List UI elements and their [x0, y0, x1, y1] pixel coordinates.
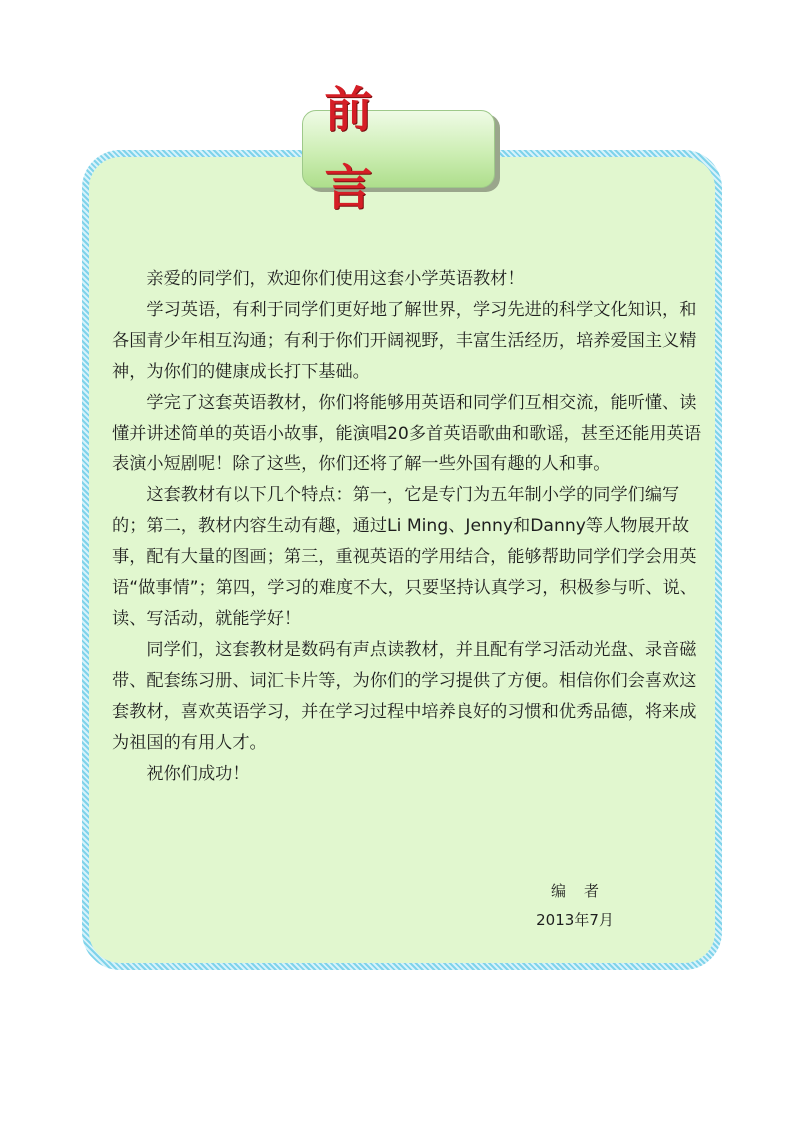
- paragraph: 亲爱的同学们，欢迎你们使用这套小学英语教材！: [146, 269, 525, 289]
- page-title: 前 言: [324, 82, 525, 216]
- signature-author: 编者: [550, 882, 617, 900]
- paragraph: 祝你们成功！: [146, 763, 250, 784]
- paragraph: 这套教材有以下几个特点：第一，它是专门为五年制小学的同学们编写的；第二，教材内容生动有趣，通过Li Ming、Jenny和Danny等人物展开故事，配有大量的图画；第三，重视英语的学用结合，能够帮助同学们学会用英语“做事情”；第四，学习的难度不大，只要坚持认真学习，积极参与听、说、读、写活动，就能学好！: [112, 485, 697, 629]
- paragraph: 学习英语，有利于同学们更好地了解世界，学习先进的科学文化知识，和各国青少年相互沟通；有利于你们开阔视野，丰富生活经历，培养爱国主义精神，为你们的健康成长打下基础。: [112, 299, 697, 382]
- signature-date: 2013年7月: [536, 911, 614, 929]
- preface-body: [112, 264, 712, 789]
- paragraph: 学完了这套英语教材，你们将能够用英语和同学们互相交流，能听懂、读懂并讲述简单的英语小故事，能演唱20多首英语歌曲和歌谣，甚至还能用英语表演小短剧呢！除了这些，你们还将了解一些外国有趣的人和事。: [112, 392, 702, 475]
- paragraph: 同学们，这套教材是数码有声点读教材，并且配有学习活动光盘、录音磁带、配套练习册、词汇卡片等，为你们的学习提供了方便。相信你们会喜欢这套教材，喜欢英语学习，并在学习过程中培养良好的习惯和优秀品德，将来成为祖国的有用人才。: [112, 639, 697, 753]
- title-box: [302, 82, 525, 216]
